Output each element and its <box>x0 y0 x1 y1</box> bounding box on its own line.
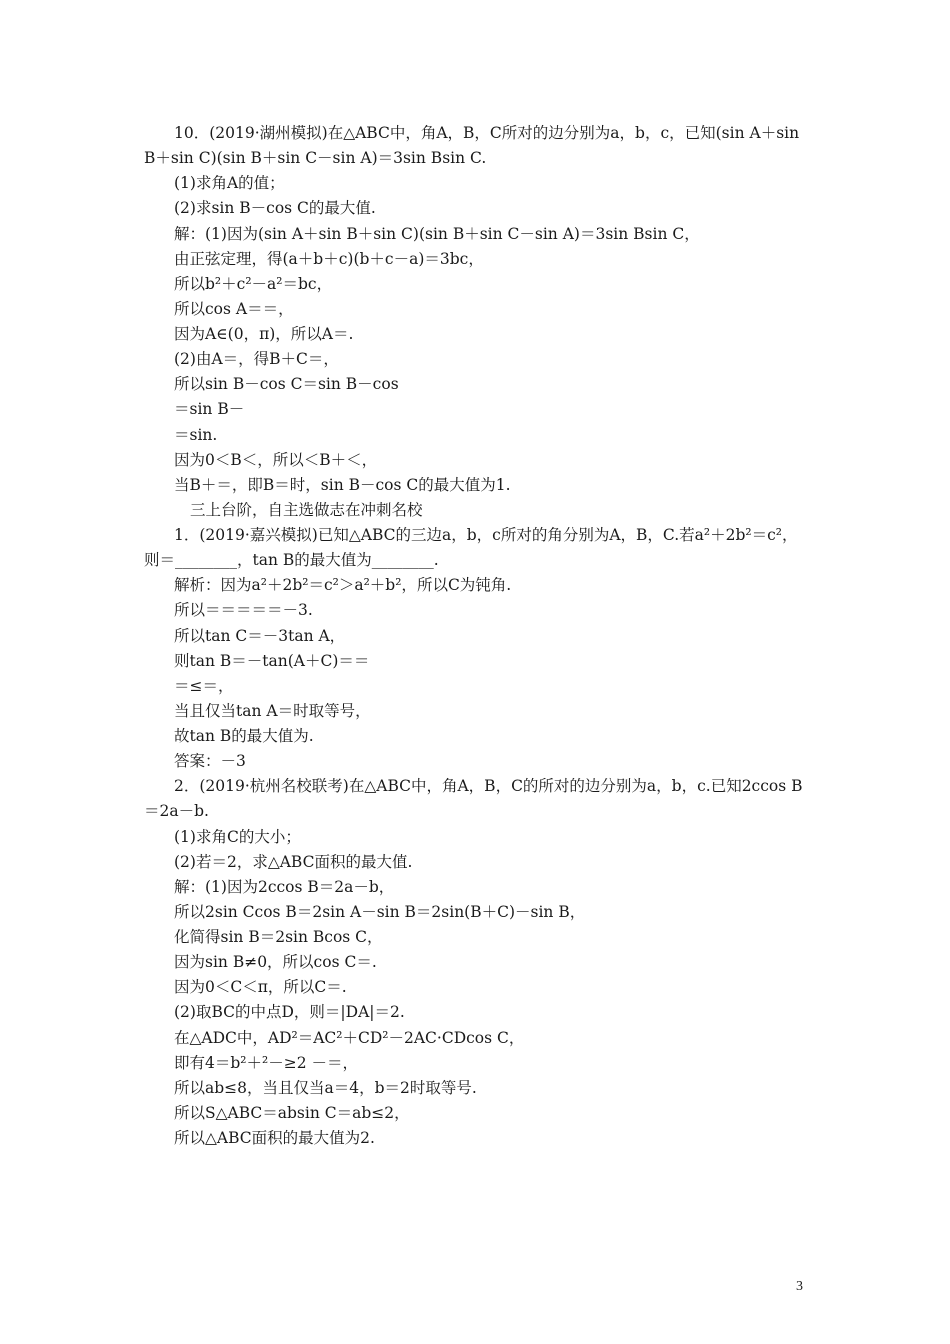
text-line: 则tan B＝－tan(A＋C)＝＝ <box>174 652 370 670</box>
text-line: B＋sin C)(sin B＋sin C－sin A)＝3sin Bsin C. <box>144 149 487 167</box>
text-line: 则＝________，tan B的最大值为________. <box>144 551 439 569</box>
text-line: (2)取BC的中点D，则＝|DA|＝2. <box>174 1003 405 1021</box>
text-line: 所以b²＋c²－a²＝bc， <box>174 275 333 293</box>
text-line: 即有4＝b²＋²－≥2 －＝， <box>174 1054 358 1072</box>
text-line: 所以cos A＝＝， <box>174 300 294 318</box>
text-line: 10．(2019·湖州模拟)在△ABC中，角A，B，C所对的边分别为a，b，c，已知(sin A＋sin <box>174 124 800 142</box>
text-line: 由正弦定理，得(a＋b＋c)(b＋c－a)＝3bc， <box>174 250 484 268</box>
text-line: 化简得sin B＝2sin Bcos C， <box>174 928 383 946</box>
text-line: 解：(1)因为2ccos B＝2a－b， <box>174 878 395 896</box>
text-line: 所以tan C＝－3tan A， <box>174 627 346 645</box>
text-line: 所以S△ABC＝absin C＝ab≤2， <box>174 1104 410 1122</box>
text-line: ＝sin. <box>174 426 218 444</box>
text-line: 答案：－3 <box>174 752 246 770</box>
section-heading: 三上台阶，自主选做志在冲刺名校 <box>190 501 423 519</box>
text-line: 因为A∈(0，π)，所以A＝. <box>174 325 354 343</box>
text-line: ＝≤＝， <box>174 677 234 695</box>
text-line: 解：(1)因为(sin A＋sin B＋sin C)(sin B＋sin C－sin A)＝3sin Bsin C， <box>174 225 700 243</box>
text-line: 因为sin B≠0，所以cos C＝. <box>174 953 377 971</box>
text-line: 1．(2019·嘉兴模拟)已知△ABC的三边a，b，c所对的角分别为A，B，C.若a²＋2b²＝c²， <box>174 526 798 544</box>
text-line: 因为0＜C＜π，所以C＝. <box>174 978 347 996</box>
text-line: 当且仅当tan A＝时取等号， <box>174 702 371 720</box>
page-number: 3 <box>796 1279 803 1294</box>
text-line: 所以＝＝＝＝＝－3. <box>174 601 313 619</box>
text-line: 解析：因为a²＋2b²＝c²＞a²＋b²，所以C为钝角. <box>174 576 512 594</box>
text-line: ＝2a－b. <box>144 802 209 820</box>
text-line: 所以△ABC面积的最大值为2. <box>174 1129 375 1147</box>
text-line: 所以ab≤8，当且仅当a＝4，b＝2时取等号. <box>174 1079 477 1097</box>
text-line: 故tan B的最大值为. <box>174 727 314 745</box>
text-line: 因为0＜B＜，所以＜B＋＜， <box>174 451 378 469</box>
text-line: ＝sin B－ <box>174 400 245 418</box>
text-line: 2．(2019·杭州名校联考)在△ABC中，角A，B，C的所对的边分别为a，b，c.已知2ccos B <box>174 777 803 795</box>
text-line: 所以2sin Ccos B＝2sin A－sin B＝2sin(B＋C)－sin B， <box>174 903 586 921</box>
text-line: 在△ADC中，AD²＝AC²＋CD²－2AC·CDcos C， <box>174 1029 525 1047</box>
text-line: (2)求sin B－cos C的最大值. <box>174 199 376 217</box>
text-line: (1)求角C的大小； <box>174 828 301 846</box>
text-line: (1)求角A的值； <box>174 174 285 192</box>
text-line: (2)若＝2，求△ABC面积的最大值. <box>174 853 413 871</box>
text-line: 当B＋＝，即B＝时，sin B－cos C的最大值为1. <box>174 476 511 494</box>
text-line: 所以sin B－cos C＝sin B－cos <box>174 375 399 393</box>
text-line: (2)由A＝，得B＋C＝， <box>174 350 339 368</box>
